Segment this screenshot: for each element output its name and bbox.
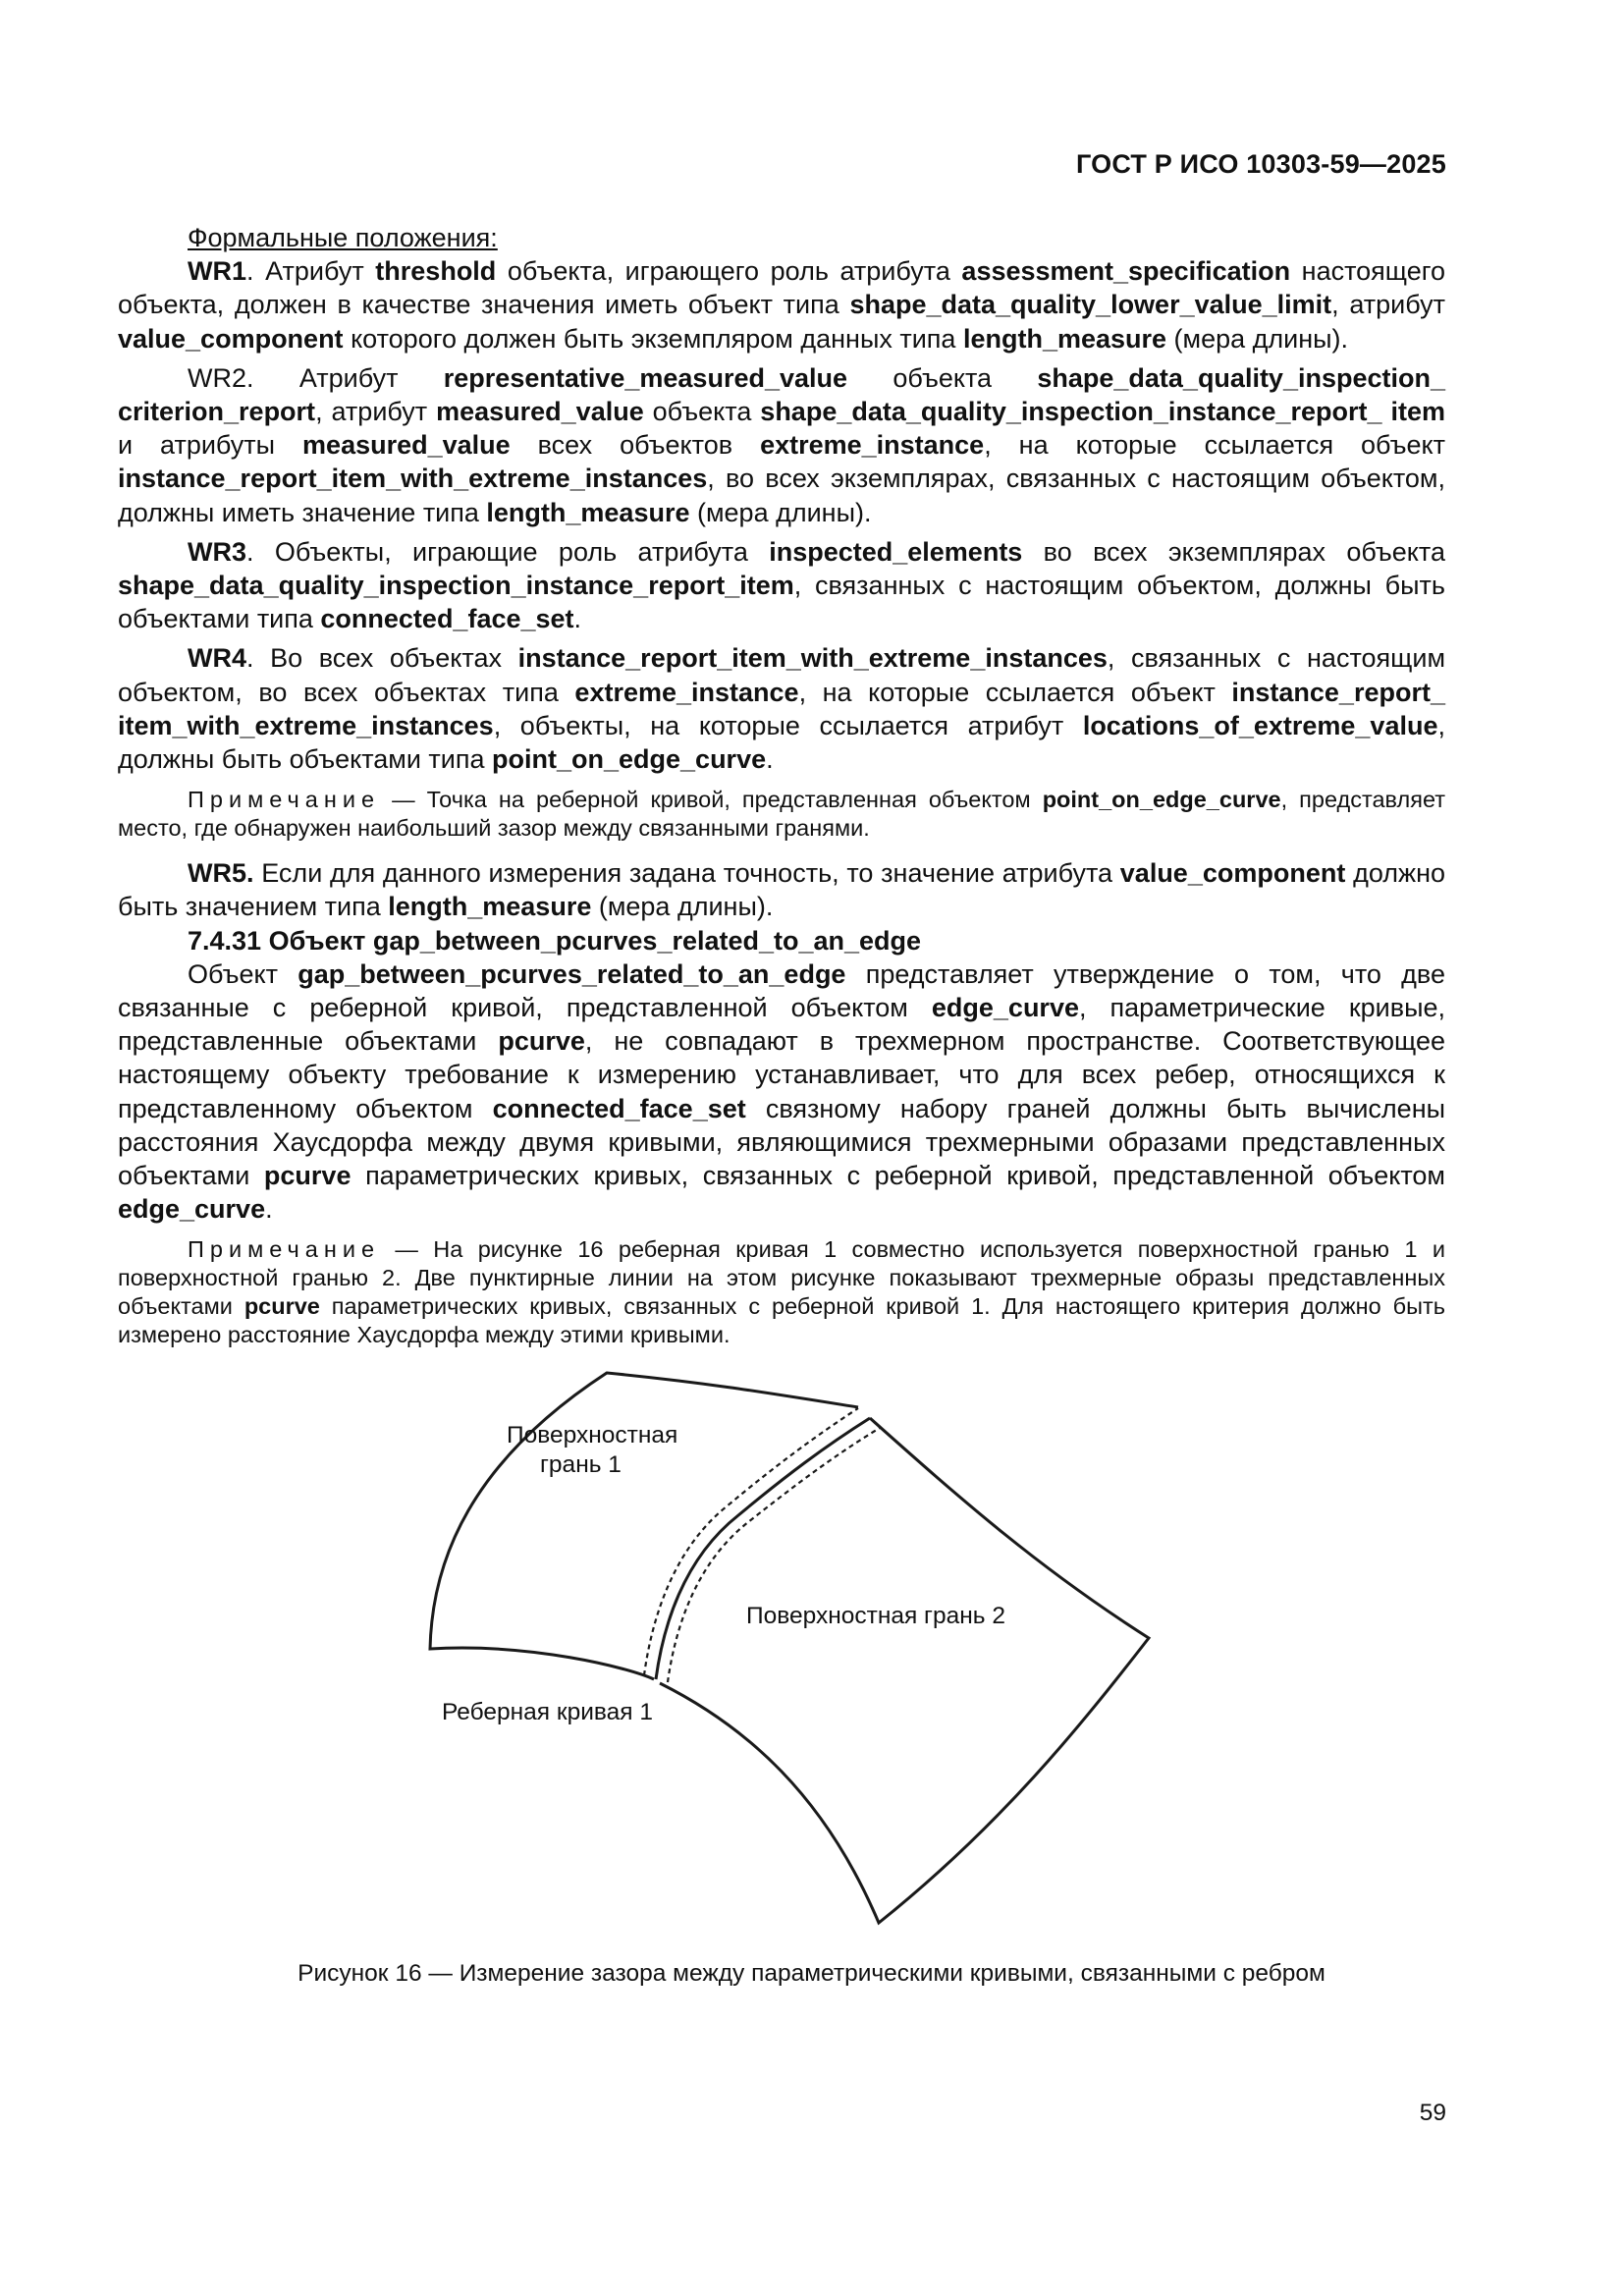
rule-wr3: WR3. Объекты, играющие роль атрибута inspected_elements во всех экземплярах объекта shape_data_quality_inspection_instance_report_item, связанных с настоящим объектом, должны быть объектами типа connected_face_set. [118,536,1445,634]
note-2: Примечание — На рисунке 16 реберная кривая 1 совместно используется поверхностной гранью 1 и поверхностной гранью 2. Две пунктирные линии на этом рисунке показывают трехмерные образы представленных объектами pcurve параметрических кривых, связанных с реберной кривой 1. Для настоящего критерия должно быть измерено расстояние Хаусдорфа между этими кривыми. [118,1236,1445,1348]
note-1: Примечание — Точка на реберной кривой, представленная объектом point_on_edge_curve, представляет место, где обнаружен наибольший зазор между связанными гранями. [118,787,1445,842]
section-title: 7.4.31 Объект gap_between_pcurves_related_to_an_edge [188,925,922,956]
label-surface-face-1-line1: Поверхностная [507,1422,678,1449]
rule-wr4: WR4. Во всех объектах instance_report_item_with_extreme_instances, связанных с настоящим объектом, во всех объектах типа extreme_instance, на которые ссылается объект instance_report_ item_with_extreme_instances, объекты, на которые ссылается атрибут locations_of_extreme_value, должны быть объектами типа point_on_edge_curve. [118,643,1446,775]
formal-heading: Формальные положения: [188,223,498,252]
rule-wr2: WR2. Атрибут representative_measured_value объекта shape_data_quality_inspection_ criterion_report, атрибут measured_value объекта shape_data_quality_inspection_instance_report_ item и атрибуты measured_value всех объектов extreme_instance, на которые ссылается объект instance_report_item_with_extreme_instances, во всех экземплярах, связанных с настоящим объектом, должны иметь значение типа length_measure (мера длины). [118,362,1445,527]
surface-face-1-outline [575,1371,846,1679]
rule-wr1: WR1. Атрибут threshold объекта, играющего роль атрибута assessment_specification настоящего объекта, должен в качестве значения иметь объект типа shape_data_quality_lower_value_limit, атрибут value_component которого должен быть экземпляром данных типа length_measure (мера длины). [118,256,1446,354]
document-header: ГОСТ Р ИСО 10303-59—2025 [1076,149,1446,179]
label-surface-face-1-line2: грань 1 [540,1451,622,1478]
rule-wr5: WR5. Если для данного измерения задана точность, то значение атрибута value_component должно быть значением типа length_measure (мера длины). [118,858,1445,922]
label-surface-face-2: Поверхностная грань 2 [746,1603,1005,1629]
figure-caption: Рисунок 16 — Измерение зазора между параметрическими кривыми, связанными с ребром [298,1960,1325,1987]
section-paragraph: Объект gap_between_pcurves_related_to_an_edge представляет утверждение о том, что две связанные с реберной кривой, представленной объектом edge_curve, параметрические кривые, представленные объектами pcurve, не совпадают в трехмерном пространстве. Соответствующее настоящему объекту требование к измерению устанавливает, что для всех ребер, относящихся к представленному объектом connected_face_set связному набору граней должны быть вычислены расстояния Хаусдорфа между двумя кривыми, являющимися трехмерными образами представленных объектами pcurve параметрических кривых, связанных с реберной кривой, представленной объектом edge_curve. [118,958,1446,1225]
figure-16 [393,1334,1178,1942]
surface-face-1-outline-path [430,1373,858,1679]
main-text [118,221,1445,1349]
surface-face-2-outline [660,1418,1149,1923]
page-number: 59 [1419,2100,1446,2126]
label-edge-curve-1: Реберная кривая 1 [442,1699,653,1725]
